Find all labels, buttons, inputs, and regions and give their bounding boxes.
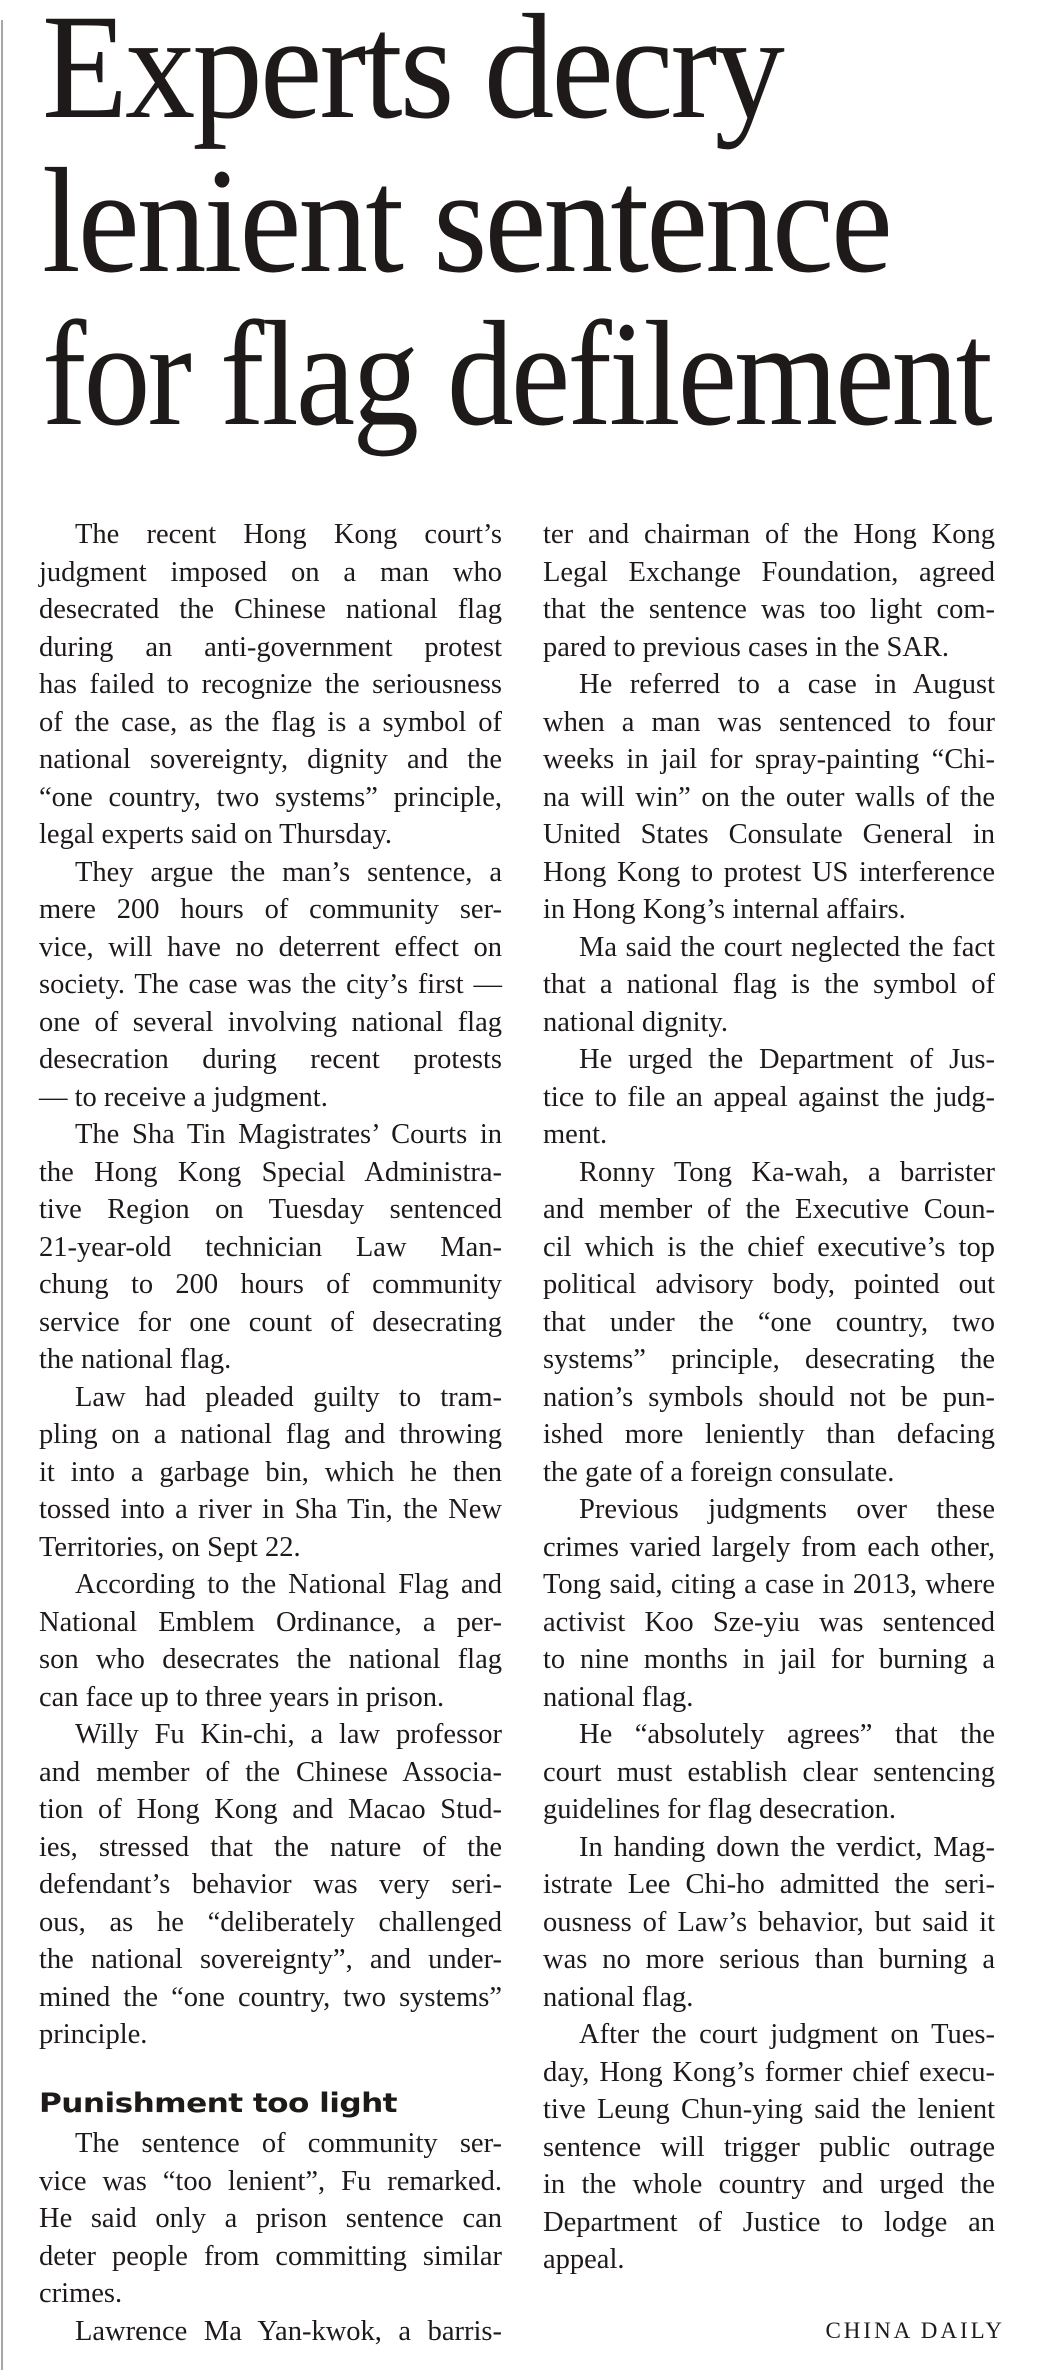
text-line: during an anti-government protest — [39, 631, 502, 663]
text-line: desecration during recent protests — [39, 1044, 502, 1075]
text-line: ies, stressed that the nature of the — [39, 1831, 502, 1863]
text-line: Hong Kong to protest US interference — [543, 856, 995, 888]
text-line: when a man was sentenced to four — [543, 706, 995, 738]
text-line: Department of Justice to lodge an — [543, 2206, 995, 2238]
headline-line: lenient sentence — [42, 138, 890, 304]
section-subheading: Punishment too light — [39, 2088, 398, 2119]
text-line: tion of Hong Kong and Macao Stud- — [39, 1794, 502, 1825]
text-line: — to receive a judgment. — [39, 1081, 328, 1113]
text-line: deter people from committing similar — [39, 2240, 502, 2272]
text-line: chung to 200 hours of community — [39, 1269, 502, 1300]
text-line: tive Leung Chun-ying said the lenient — [543, 2094, 995, 2125]
text-line: has failed to recognize the seriousness — [39, 669, 502, 700]
paragraph-first-line: Lawrence Ma Yan-kwok, a barris- — [75, 2315, 502, 2347]
text-line: national dignity. — [543, 1006, 728, 1038]
text-line: one of several involving national flag — [39, 1006, 502, 1038]
text-line: national flag. — [543, 1981, 694, 2013]
text-line: to nine months in jail for burning a — [543, 1644, 995, 1675]
text-line: the national flag. — [39, 1344, 232, 1375]
paragraph-first-line: He “absolutely agrees” that the — [579, 1719, 995, 1750]
text-line: mined the “one country, two systems” — [39, 1981, 502, 2013]
text-line: defendant’s behavior was very seri- — [39, 1869, 502, 1900]
text-line: judgment imposed on a man who — [39, 556, 502, 588]
paragraph-first-line: The Sha Tin Magistrates’ Courts in — [75, 1119, 502, 1150]
text-line: National Emblem Ordinance, a per- — [39, 1606, 502, 1638]
paragraph-first-line: Ma said the court neglected the fact — [579, 931, 995, 963]
text-line: the Hong Kong Special Administra- — [39, 1156, 502, 1188]
text-line: na will win” on the outer walls of the — [543, 781, 995, 813]
text-line: service for one count of desecrating — [39, 1306, 502, 1338]
paragraph-first-line: He referred to a case in August — [579, 669, 995, 700]
text-line: ment. — [543, 1119, 608, 1150]
text-line: society. The case was the city’s first — — [39, 969, 502, 1000]
text-line: court must establish clear sentencing — [543, 1756, 995, 1788]
text-line: and member of the Executive Coun- — [543, 1194, 995, 1225]
text-line: of the case, as the flag is a symbol of — [39, 706, 502, 738]
text-line: cil which is the chief executive’s top — [543, 1231, 995, 1263]
paragraph-first-line: Willy Fu Kin-chi, a law professor — [75, 1719, 502, 1750]
text-line: can face up to three years in prison. — [39, 1681, 445, 1713]
paragraph-first-line: He urged the Department of Jus- — [579, 1044, 995, 1075]
text-line: He said only a prison sentence can — [39, 2203, 502, 2234]
text-line: day, Hong Kong’s former chief execu- — [543, 2056, 995, 2088]
text-line: “one country, two systems” principle, — [39, 781, 502, 813]
paragraph-first-line: After the court judgment on Tues- — [579, 2019, 995, 2050]
text-line: mere 200 hours of community ser- — [39, 894, 502, 925]
text-line: tice to file an appeal against the judg- — [543, 1081, 995, 1113]
text-line: pared to previous cases in the SAR. — [543, 631, 950, 663]
paragraph-first-line: Ronny Tong Ka-wah, a barrister — [579, 1156, 995, 1188]
text-line: the gate of a foreign consulate. — [543, 1456, 895, 1488]
text-line: national sovereignty, dignity and the — [39, 744, 502, 775]
text-line: tossed into a river in Sha Tin, the New — [39, 1494, 502, 1525]
text-line: tive Region on Tuesday sentenced — [39, 1194, 502, 1225]
text-line: activist Koo Sze-yiu was sentenced — [543, 1606, 995, 1638]
source-credit: CHINA DAILY — [825, 2318, 1005, 2343]
text-line: ter and chairman of the Hong Kong — [543, 519, 995, 550]
paragraph-first-line: They argue the man’s sentence, a — [75, 856, 502, 888]
text-line: and member of the Chinese Associa- — [39, 1756, 502, 1788]
text-line: systems” principle, desecrating the — [543, 1344, 995, 1375]
text-line: that under the “one country, two — [543, 1306, 995, 1338]
text-line: national flag. — [543, 1681, 694, 1713]
text-line: political advisory body, pointed out — [543, 1269, 995, 1300]
text-line: was no more serious than burning a — [543, 1944, 995, 1975]
paragraph-first-line: The recent Hong Kong court’s — [75, 519, 502, 550]
text-line: legal experts said on Thursday. — [39, 819, 392, 850]
text-line: the national sovereignty”, and under- — [39, 1944, 502, 1975]
text-line: ousness of Law’s behavior, but said it — [543, 1906, 995, 1938]
paragraph-first-line: Previous judgments over these — [579, 1494, 995, 1525]
text-line: nation’s symbols should not be pun- — [543, 1381, 995, 1413]
text-line: istrate Lee Chi-ho admitted the seri- — [543, 1869, 995, 1900]
text-line: ous, as he “deliberately challenged — [39, 1906, 502, 1938]
text-line: Territories, on Sept 22. — [39, 1531, 301, 1563]
headline-line: for flag defilement — [42, 291, 990, 457]
text-line: vice was “too lenient”, Fu remarked. — [39, 2165, 502, 2197]
text-line: Tong said, citing a case in 2013, where — [543, 1569, 995, 1600]
text-line: vice, will have no deterrent effect on — [39, 931, 502, 963]
text-line: that the sentence was too light com- — [543, 594, 995, 625]
headline — [0, 0, 1052, 480]
text-line: desecrated the Chinese national flag — [39, 594, 502, 625]
text-line: crimes varied largely from each other, — [543, 1531, 995, 1563]
paragraph-first-line: The sentence of community ser- — [75, 2128, 502, 2159]
text-line: son who desecrates the national flag — [39, 1644, 502, 1675]
text-line: Legal Exchange Foundation, agreed — [543, 556, 995, 588]
text-line: sentence will trigger public outrage — [543, 2131, 995, 2163]
text-line: weeks in jail for spray-painting “Chi- — [543, 744, 995, 775]
text-line: in Hong Kong’s internal affairs. — [543, 894, 906, 925]
text-line: pling on a national flag and throwing — [39, 1419, 502, 1450]
paragraph-first-line: Law had pleaded guilty to tram- — [75, 1381, 502, 1413]
text-line: crimes. — [39, 2278, 123, 2309]
text-line: that a national flag is the symbol of — [543, 969, 995, 1000]
paragraph-first-line: According to the National Flag and — [75, 1569, 502, 1600]
text-line: 21-year-old technician Law Man- — [39, 1231, 502, 1263]
text-line: ished more leniently than defacing — [543, 1419, 995, 1450]
headline-line: Experts decry — [42, 0, 782, 150]
text-line: it into a garbage bin, which he then — [39, 1456, 502, 1488]
paragraph-first-line: In handing down the verdict, Mag- — [579, 1831, 995, 1863]
text-line: guidelines for flag desecration. — [543, 1794, 896, 1825]
text-line: appeal. — [543, 2244, 625, 2275]
text-line: in the whole country and urged the — [543, 2169, 995, 2200]
text-line: United States Consulate General in — [543, 819, 995, 850]
text-line: principle. — [39, 2019, 148, 2050]
